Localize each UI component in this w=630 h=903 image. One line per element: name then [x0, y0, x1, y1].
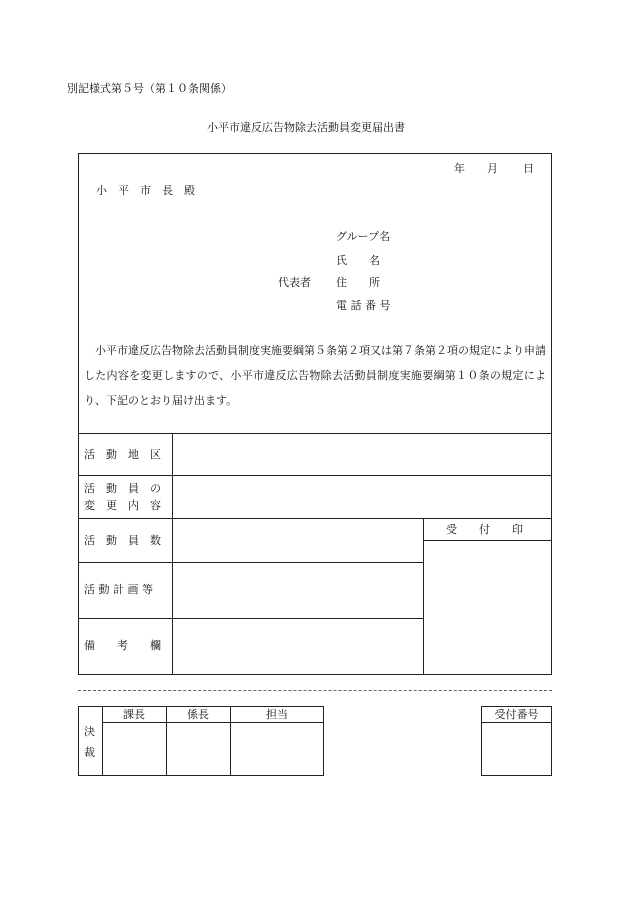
row-label-member-change-1: 活 動 員 の	[84, 482, 161, 495]
row-label-member-change-2: 変 更 内 容	[84, 499, 161, 512]
name-label: 氏 名	[336, 254, 380, 267]
form-number: 別記様式第５号（第１０条関係）	[67, 82, 232, 95]
group-name-label: グループ名	[336, 230, 391, 243]
row-label-remarks: 備 考 欄	[84, 639, 161, 652]
addressee: 小 平 市 長 殿	[96, 184, 195, 197]
date-day: 日	[523, 162, 534, 175]
approval-label-2: 裁	[84, 746, 95, 759]
cut-line	[78, 690, 552, 691]
representative-label: 代表者	[278, 276, 311, 289]
approval-label-1: 決	[84, 725, 95, 738]
receipt-stamp-label: 受 付 印	[446, 523, 523, 536]
receipt-number-header-line	[481, 722, 552, 723]
area-field[interactable]	[173, 434, 551, 475]
row-label-plan: 活 動 計 画 等	[84, 583, 153, 596]
approval-header-line	[102, 722, 324, 723]
row-label-member-count: 活 動 員 数	[84, 534, 161, 547]
member-change-field[interactable]	[173, 476, 551, 518]
plan-field[interactable]	[173, 563, 422, 618]
remarks-field[interactable]	[173, 619, 422, 674]
receipt-stamp-area	[424, 541, 551, 674]
approval-col-staff: 担当	[266, 708, 288, 721]
address-label: 住 所	[336, 276, 380, 289]
date-month: 月	[487, 162, 498, 175]
approval-col-subsection-chief: 係長	[187, 708, 209, 721]
receipt-number-label: 受付番号	[494, 708, 539, 721]
form-title: 小平市違反広告物除去活動員変更届出書	[207, 121, 405, 134]
row-label-area: 活 動 地 区	[84, 448, 161, 461]
approval-col-section-chief: 課長	[123, 708, 145, 721]
date-year: 年	[454, 162, 465, 175]
phone-label: 電 話 番 号	[336, 299, 391, 312]
member-count-field[interactable]	[173, 519, 422, 562]
notice-body: 小平市違反広告物除去活動員制度実施要綱第５条第２項又は第７条第２項の規定により申請した内容を変更しますので、小平市違反広告物除去活動員制度実施要綱第１０条の規定により、下記のとおり届け出ます。	[84, 344, 546, 407]
